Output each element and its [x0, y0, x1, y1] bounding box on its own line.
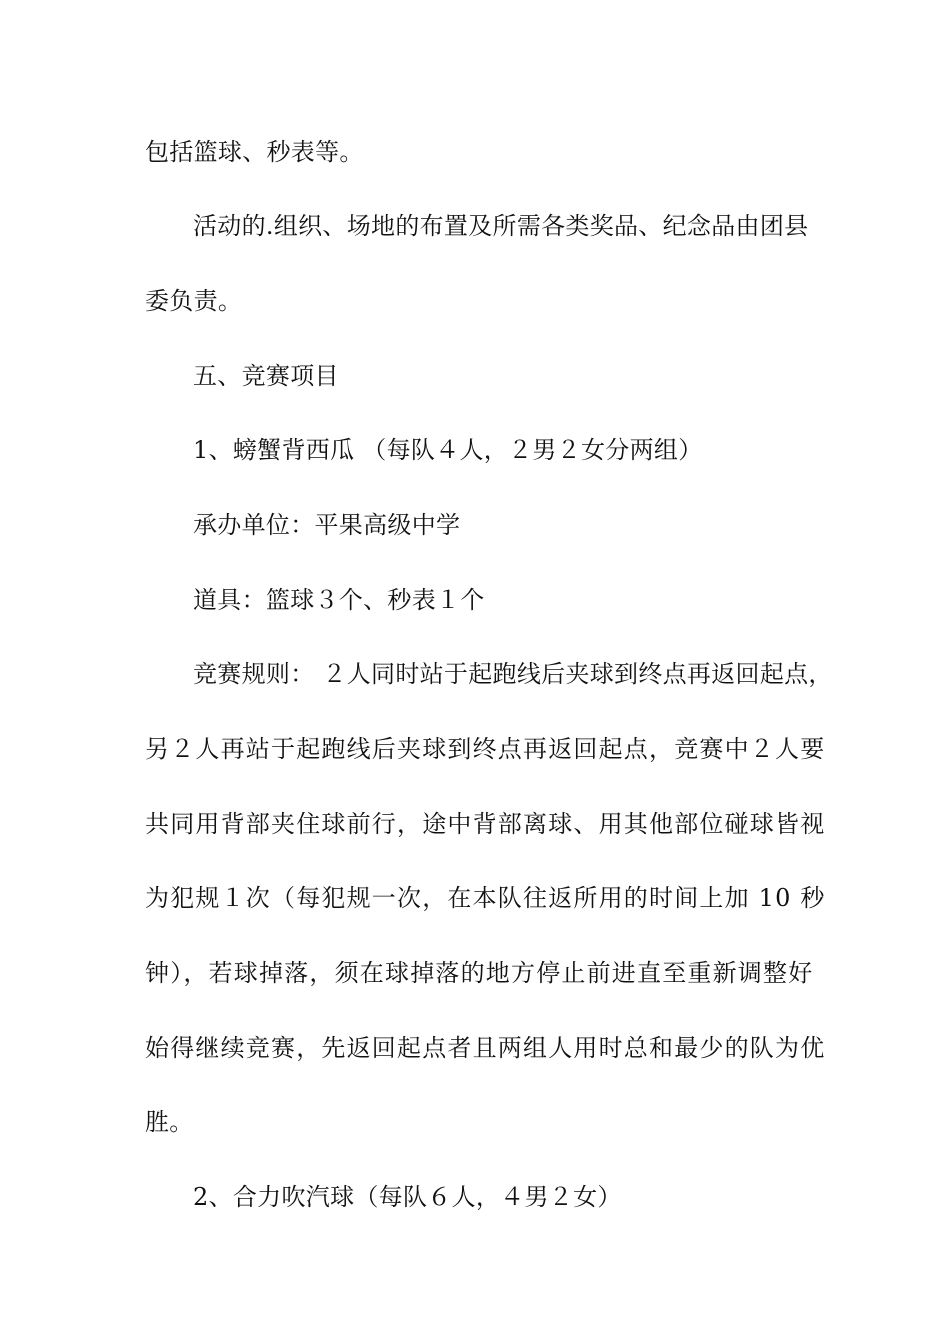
text-line-rules-4: 为犯规１次（每犯规一次，在本队往返所用的时间上加 10 秒: [145, 884, 826, 912]
text-line-props: 道具：篮球３个、秒表１个: [193, 586, 485, 614]
text-line-rules-start: 竞赛规则： ２人同时站于起跑线后夹球到终点再返回起点，: [193, 660, 833, 688]
text-line-organization: 活动的.组织、场地的布置及所需各类奖品、纪念品由团县: [193, 212, 809, 240]
item-heading-blow-balloon: 2、合力吹汽球（每队６人，４男２女）: [193, 1183, 622, 1211]
text-line-host-unit: 承办单位：平果高级中学: [193, 511, 461, 539]
item-heading-crab-carry-watermelon: 1、螃蟹背西瓜 （每队４人，２男２女分两组）: [193, 436, 703, 464]
text-line-rules-3: 共同用背部夹住球前行，途中背部离球、用其他部位碰球皆视: [145, 810, 826, 838]
text-line-rules-6: 始得继续竞赛，先返回起点者且两组人用时总和最少的队为优: [145, 1034, 826, 1062]
text-line-organization-continued: 委负责。: [145, 287, 243, 315]
text-line-equipment-continued: 包括篮球、秒表等。: [145, 138, 364, 166]
section-heading-competition-items: 五、竞赛项目: [193, 362, 339, 390]
text-line-rules-end: 胜。: [145, 1108, 194, 1136]
text-line-rules-2: 另２人再站于起跑线后夹球到终点再返回起点，竞赛中２人要: [145, 735, 826, 763]
text-line-rules-5: 钟），若球掉落，须在球掉落的地方停止前进直至重新调整好: [145, 959, 814, 987]
